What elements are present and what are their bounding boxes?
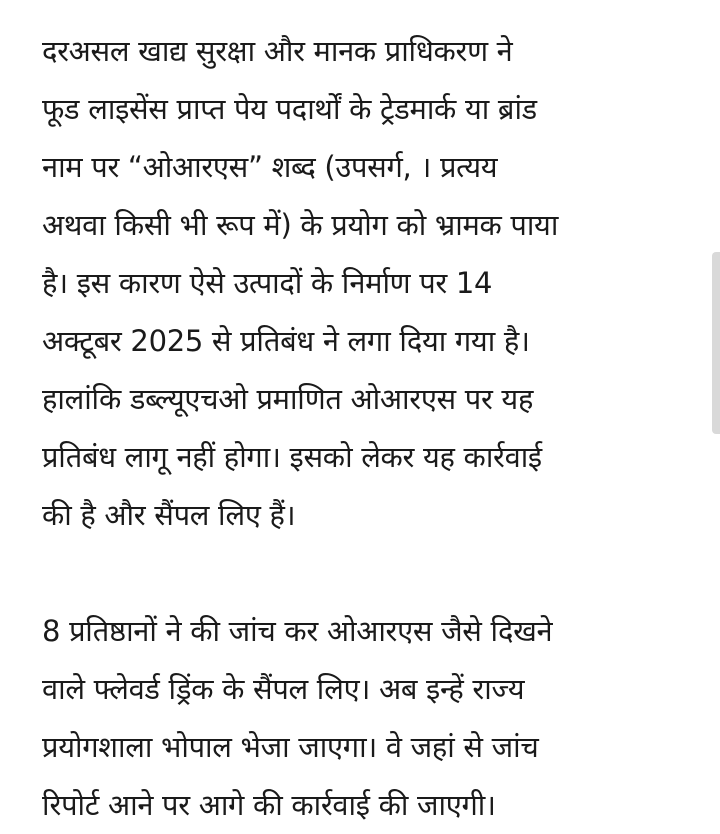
paragraph-1 [42,22,692,544]
text-line: की है और सैंपल लिए हैं। [42,498,296,532]
article-body [42,22,692,834]
text-line: वाले फ्लेवर्ड ड्रिंक के सैंपल लिए। अब इन्हें राज्य [42,672,525,706]
paragraph-2 [42,602,692,834]
text-line: रिपोर्ट आने पर आगे की कार्रवाई की जाएगी। [42,788,496,822]
text-line: अक्टूबर 2025 से प्रतिबंध ने लगा दिया गया है। [42,324,530,358]
text-line: दरअसल खाद्य सुरक्षा और मानक प्राधिकरण ने [42,34,513,68]
text-line: नाम पर “ओआरएस” शब्द (उपसर्ग, । प्रत्यय [42,150,498,184]
text-line: 8 प्रतिष्ठानों ने की जांच कर ओआरएस जैसे दिखने [42,614,553,648]
text-line: प्रतिबंध लागू नहीं होगा। इसको लेकर यह कार्रवाई [42,440,542,474]
text-line: है। इस कारण ऐसे उत्पादों के निर्माण पर 14 [42,266,493,300]
text-line: फूड लाइसेंस प्राप्त पेय पदार्थों के ट्रेडमार्क या ब्रांड [42,92,537,126]
scrollbar-thumb[interactable] [712,252,720,434]
text-line: प्रयोगशाला भोपाल भेजा जाएगा। वे जहां से जांच [42,730,539,764]
paragraph-spacer [42,544,692,602]
text-line: हालांकि डब्ल्यूएचओ प्रमाणित ओआरएस पर यह [42,382,534,416]
text-line: अथवा किसी भी रूप में) के प्रयोग को भ्रामक पाया [42,208,559,242]
